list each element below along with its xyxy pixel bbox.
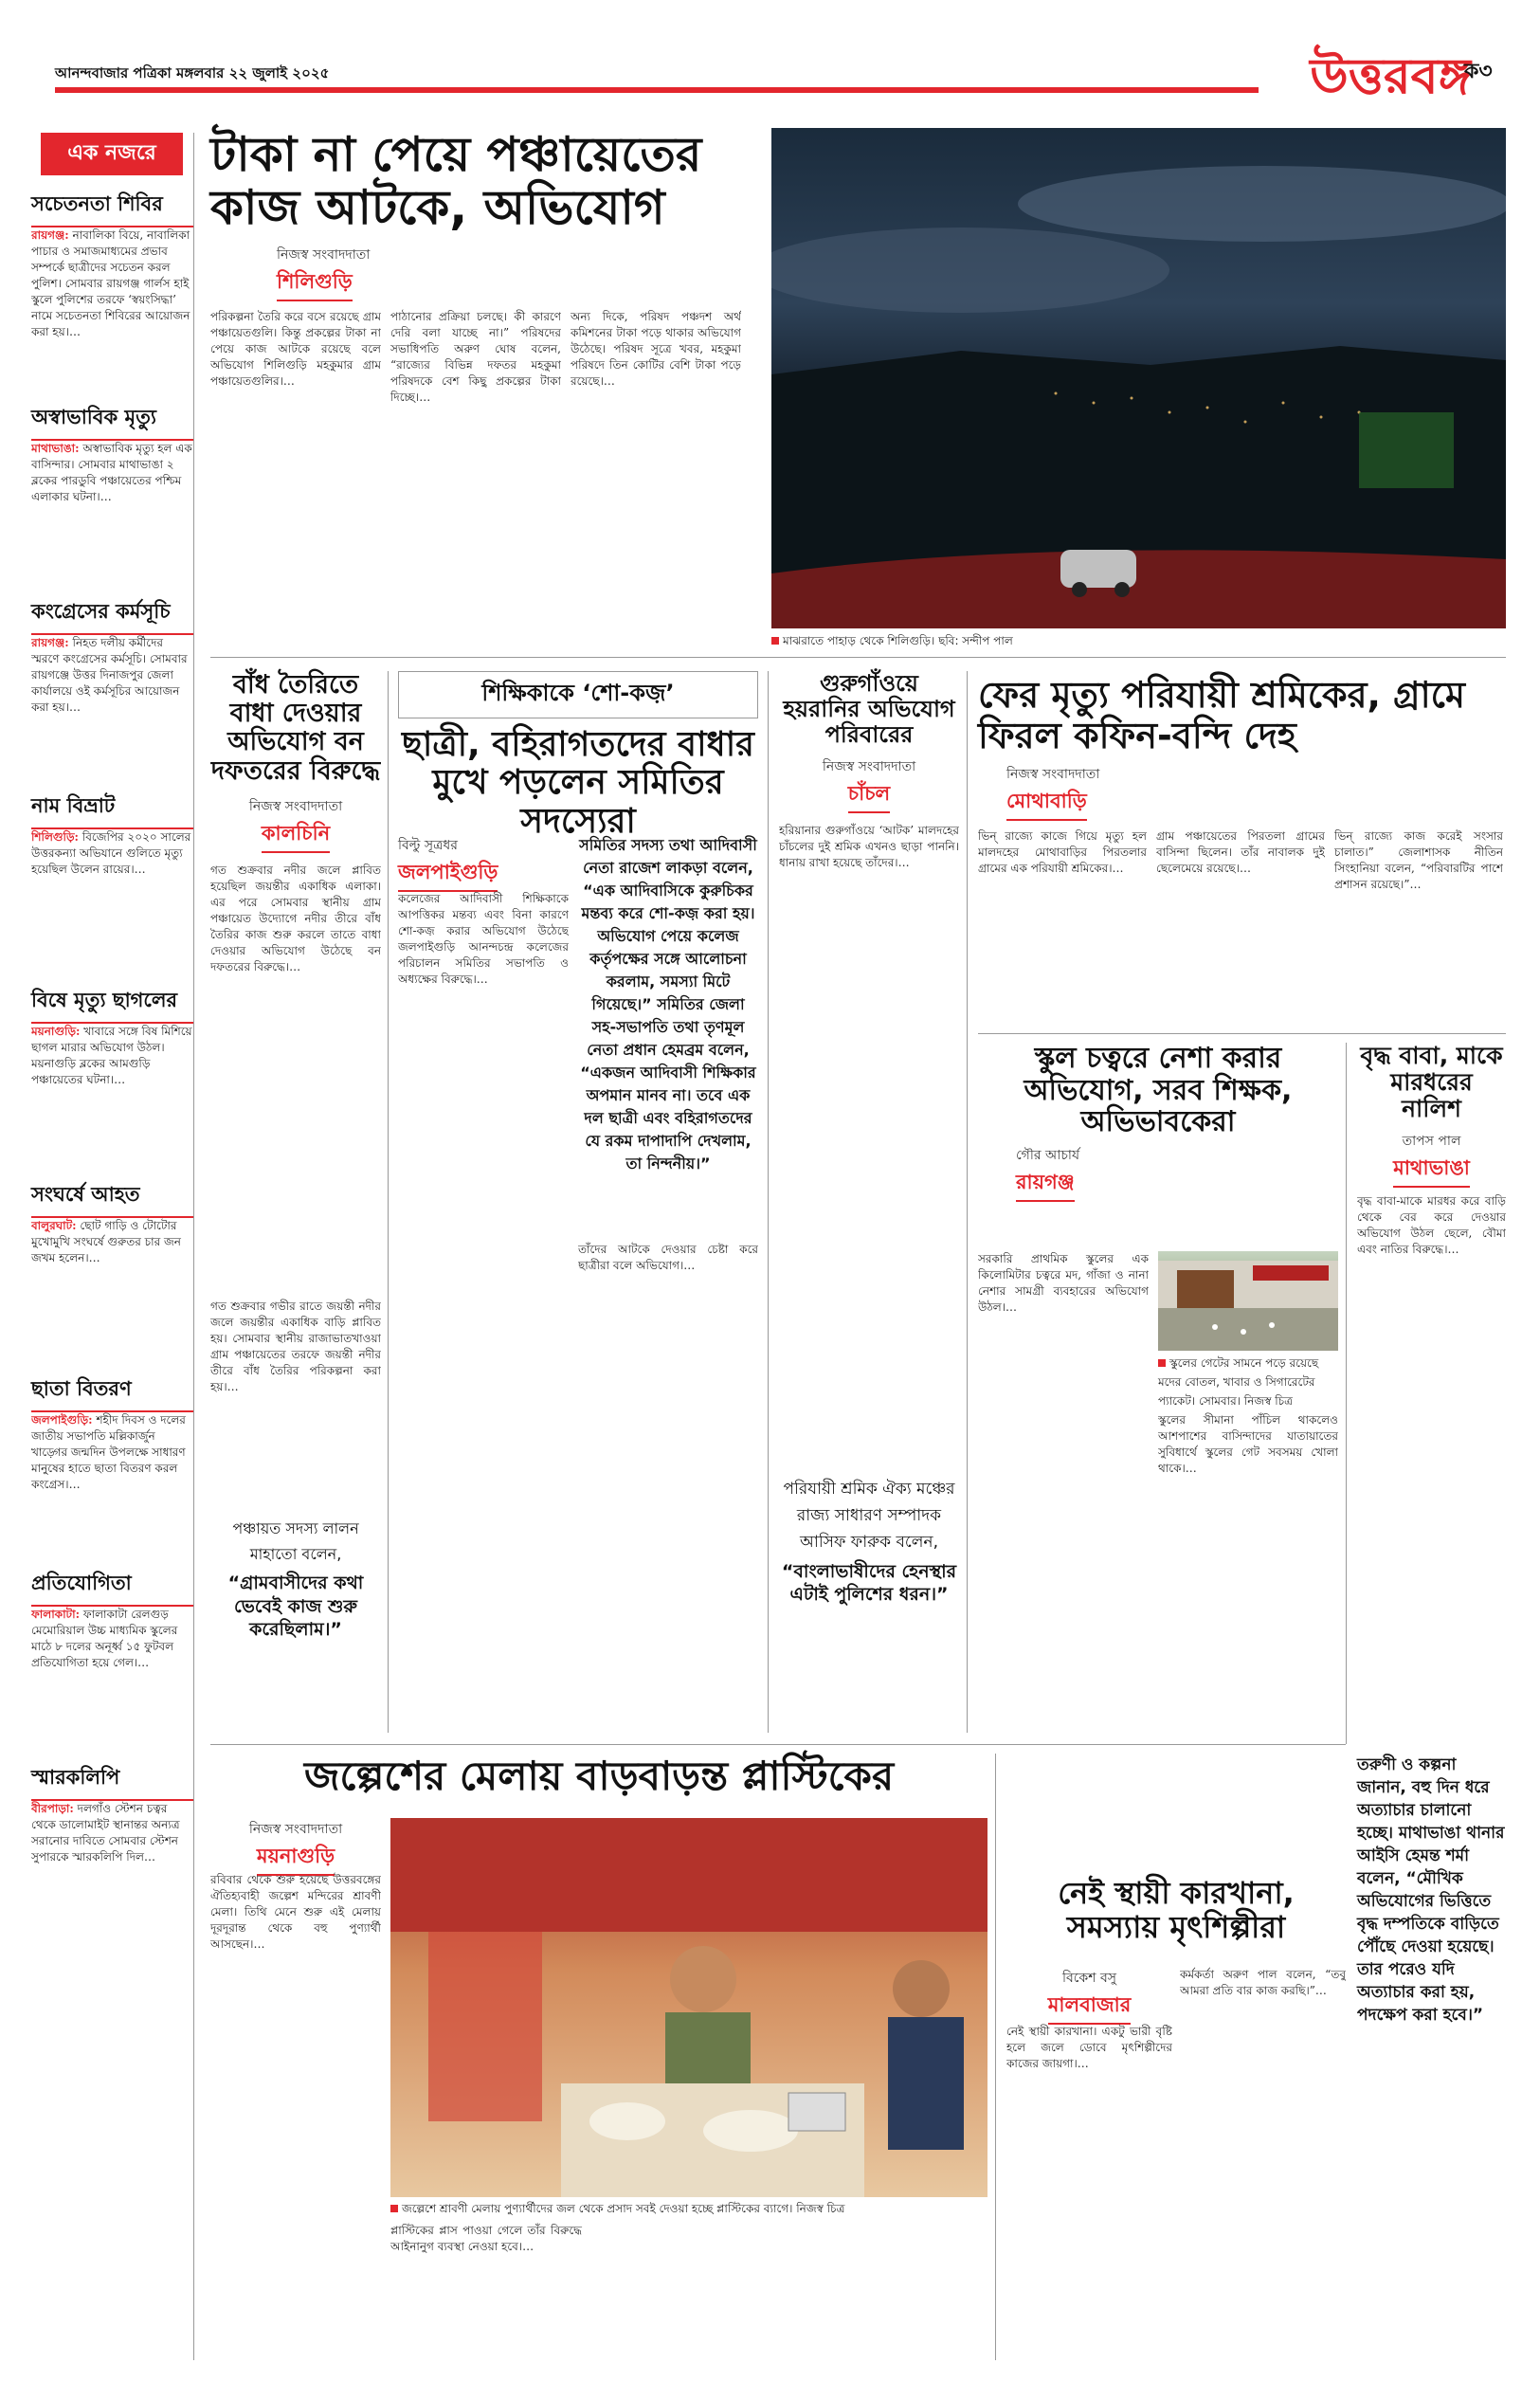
potter-col-1: নেই স্থায়ী কারখানা। একটু ভারী বৃষ্টি হলে জলে ডোবে মৃৎশিল্পীদের কাজের জায়গা।… [1006, 2025, 1172, 2070]
school-photo-caption [1158, 1355, 1338, 1412]
plastic-col-2: প্লাস্টিকের প্লাস পাওয়া গেলে তাঁর বিরুদ্ধে আইনানুগ ব্যবস্থা নেওয়া হবে।… [390, 2224, 582, 2253]
teacher-place: জলপাইগুড়ি [398, 857, 498, 892]
plastic-photo-caption-text: জল্পেশে শ্রাবণী মেলায় পুণ্যার্থীদের জল থেকে প্রসাদ সবই দেওয়া হচ্ছে প্লাস্টিকের ব্যাগে। নিজস্ব চিত্র [402, 2202, 845, 2215]
sidebar-item-text [31, 635, 193, 777]
school-col-2: স্কুলের সীমানা পাঁচিল থাকলেও আশপাশের বাসিন্দাদের যাতায়াতের সুবিধার্থে স্কুলের গেট সবসময় খোলা থাকে।… [1158, 1413, 1338, 1475]
sidebar-item-body: ফালাকাটা রেলগুড় মেমোরিয়াল উচ্চ মাধ্যমিক স্কুলের মাঠে ৮ দলের অনূর্ধ্ব ১৫ ফুটবল প্রতিযোগিতা হয়ে গেল।… [31, 1608, 178, 1669]
sidebar-item-body: খাবারে সঙ্গে বিষ মিশিয়ে ছাগল মারার অভিযোগ উঠল। ময়নাগুড়ি ব্লকের আমগুড়ি পঞ্চায়েতের ঘটনা।… [31, 1025, 192, 1086]
night-hill-photo [771, 128, 1506, 628]
dam-col-2: গত শুক্রবার গভীর রাতে জয়ন্তী নদীর জলে জয়ন্তীর একাধিক বাড়ি প্লাবিত হয়। সোমবার স্থানীয় রাজাভাতখাওয়া গ্রাম পঞ্চায়েতের তরফে জয়ন্তী নদীর তীরে বাঁধ তৈরির পরিকল্পনা করা হয়।… [210, 1300, 381, 1393]
teacher-pull-quote: সমিতির সদস্য তথা আদিবাসী নেতা রাজেশ লাকড়া বলেন, “এক আদিবাসিকে কুরুচিকর মন্তব্য করে শো-কজ় করা হয়। অভিযোগ পেয়ে কলেজ কর্তৃপক্ষের সঙ্গে আলোচনা করলাম, সমস্যা মিটে গিয়েছে।” সমিতির জেলা সহ-সভাপতি তথা তৃণমূল নেতা প্রধান হেমব্রম বলেন, “একজন আদিবাসী শিক্ষিকার অপমান মানব না। তবে এক দল ছাত্রী এবং বহিরাগতদের যে রকম দাপাদাপি দেখলাম, তা নিন্দনীয়।” [579, 836, 757, 1173]
sidebar-item-place: রায়গঞ্জ: [31, 228, 69, 242]
school-headline: স্কুল চত্বরে নেশা করার অভিযোগ, সরব শিক্ষক, অভিভাবকেরা [1024, 1042, 1293, 1139]
coffin-story [978, 675, 1506, 1037]
sidebar-item-place: ফালাকাটা: [31, 1608, 80, 1621]
gurgaon-byline: নিজস্ব সংবাদদাতা [822, 758, 916, 774]
potter-col-2: কর্মকর্তা অরুণ পাল বলেন, “তবু আমরা প্রতি বার কাজ করছি।”… [1180, 1968, 1346, 1997]
sidebar-item-place: ময়নাগুড়ি: [31, 1025, 81, 1038]
teacher-kicker: শিক্ষিকাকে ‘শো-কজ়’ [398, 671, 758, 718]
sidebar-item-place: জলপাইগুড়ি: [31, 1413, 93, 1427]
lead-col-3: অন্য দিকে, পরিষদ পঞ্চদশ অর্থ কমিশনের টাকা পড়ে থাকার অভিযোগ উঠেছে। পরিষদ সূত্রে খবর, মহকুমা পরিষদে তিন কোটির বেশি টাকা পড়ে রয়েছে।… [571, 310, 741, 388]
lead-place: শিলিগুড়ি [277, 266, 353, 301]
sidebar-item [31, 1562, 193, 1749]
sidebar-item-head: অস্বাভাবিক মৃত্যু [31, 396, 193, 441]
teacher-byline: বিল্টু সূত্রধর [398, 838, 458, 853]
lead-col-2: পাঠানোর প্রক্রিয়া চলছে। কী কারণে দেরি বলা যাচ্ছে না।” পরিষদের সভাধিপতি অরুণ ঘোষ বলেন, “রাজ্যের বিভিন্ন দফতর মহকুমা পরিষদকে বেশ কিছু প্রকল্পের টাকা দিচ্ছে।… [390, 310, 561, 404]
lead-headline: টাকা না পেয়ে পঞ্চায়েতের কাজ আটকে, অভিযোগ [210, 127, 702, 235]
fair-stall-photo [390, 1818, 987, 2197]
gurgaon-col-1: হরিয়ানার গুরুগাঁওয়ে ‘আটক’ মালদহের চাঁচলের দুই শ্রমিক এখনও ছাড়া পাননি। ধানায় রাখা হয়েছে তাঁদের।… [779, 823, 959, 869]
dam-col-1: গত শুক্রবার নদীর জলে প্লাবিত হয়েছিল জয়ন্তীর একাধিক এলাকা। এর পরে সোমবার স্থানীয় গ্রাম পঞ্চায়েত উদ্যোগে নদীর তীরে বাঁধ তৈরির কাজ শুরু করলে তাতে বাধা দেওয়ার অভিযোগ উঠেছে বন দফতরের বিরুদ্ধে।… [210, 864, 381, 973]
plastic-byline: নিজস্ব সংবাদদাতা [248, 1822, 343, 1837]
sidebar-items [31, 183, 193, 1943]
school-gate-photo [1158, 1251, 1338, 1351]
oldman-col-1: বৃদ্ধ বাবা-মাকে মারধর করে বাড়ি থেকে বের করে দেওয়ার অভিযোগ উঠল ছেলে, বৌমা এবং নাতির বিরুদ্ধে।… [1357, 1194, 1506, 1256]
sidebar-item [31, 1173, 193, 1360]
plastic-col-1: রবিবার থেকে শুরু হয়েছে উত্তরবঙ্গের ঐতিহ্যবাহী জল্পেশ মন্দিরের শ্রাবণী মেলা। তিথি মেনে শুরু এই মেলায় দূরদূরান্ত থেকে বহু পুণ্যার্থী আসছেন।… [210, 1873, 381, 1951]
lead-col-1: পরিকল্পনা তৈরি করে বসে রয়েছে গ্রাম পঞ্চায়েতগুলি। কিন্তু প্রকল্পের টাকা না পেয়ে কাজ আটকে রয়েছে বলে অভিযোগ শিলিগুড়ি মহকুমার গ্রাম পঞ্চায়েতগুলির।… [210, 310, 381, 388]
sidebar-item-text [31, 1218, 193, 1360]
oldman-headline: বৃদ্ধ বাবা, মাকে মারধরের নালিশ [1360, 1042, 1503, 1122]
sidebar-item-body: শহীদ দিবস ও দলের জাতীয় সভাপতি মল্লিকার্জুন খাড়্গের জন্মদিন উপলক্ষে সাধারণ মানুষের হাতে ছাতা বিতরণ করল কংগ্রেস।… [31, 1413, 186, 1491]
coffin-col-1: ভিন্ রাজ্যে কাজে গিয়ে মৃত্যু হল মালদহের মোথাবাড়ির পিরতলার গ্রামের এক পরিযায়ী শ্রমিকের।… [978, 829, 1147, 876]
sidebar-item-text [31, 441, 193, 583]
sidebar-item-head: সচেতনতা শিবির [31, 183, 193, 227]
sidebar-item-text [31, 227, 193, 389]
sidebar-tag: এক নজরে [41, 133, 183, 175]
plastic-photo-caption [390, 2201, 987, 2220]
sidebar-item-body: নাবালিকা বিয়ে, নাবালিকা পাচার ও সমাজমাধ্যমের প্রভাব সম্পর্কে ছাত্রীদের সচেতন করল পুলিশ। সোমবার রায়গঞ্জ গার্লস হাই স্কুলে পুলিশের তরফে ‘স্বয়ংসিদ্ধা’ নামে সচেতনতা শিবিরের আয়োজন করা হয়।… [31, 228, 190, 338]
teacher-story [398, 671, 758, 841]
oldman-story [1357, 1043, 1506, 1724]
gurgaon-place: চাঁচল [848, 778, 890, 813]
dam-quote-intro: পঞ্চায়ত সদস্য লালন মাহাতো বলেন, [232, 1519, 359, 1563]
coffin-col-3: ভিন্ রাজ্যে কাজ করেই সংসার চালাত।” জেলাশাসক নীতিন সিংহানিয়া বলেন, “পরিবারটির পাশে প্রশাসন রয়েছে।”… [1334, 829, 1503, 892]
school-byline: গৌর আচার্য [1016, 1147, 1080, 1163]
lead-story [210, 128, 741, 669]
teacher-col-2: তাঁদের আটকে দেওয়ার চেষ্টা করে ছাত্রীরা বলে অভিযোগ।… [578, 1243, 758, 1272]
sidebar-item-body: নিহত দলীয় কর্মীদের স্মরণে কংগ্রেসের কর্মসূচি। সোমবার রায়গঞ্জে উত্তর দিনাজপুর জেলা কার্যালয়ে ওই কর্মসূচির আয়োজন করা হয়।… [31, 636, 188, 714]
sidebar-item-place: রায়গঞ্জ: [31, 636, 69, 649]
school-col-1: সরকারি প্রাথমিক স্কুলের এক কিলোমিটার চত্বরে মদ, গাঁজা ও নানা নেশার সামগ্রী ব্যবহারের অভিযোগ উঠল।… [978, 1252, 1149, 1314]
gurgaon-story [779, 671, 959, 1607]
divider [1346, 1043, 1347, 1744]
lead-photo-caption [771, 633, 1013, 652]
masthead-paper-date: আনন্দবাজার পত্রিকা মঙ্গলবার ২২ জুলাই ২০২৫ [55, 64, 330, 82]
dam-headline: বাঁধ তৈরিতে বাধা দেওয়ার অভিযোগ বন দফতরের বিরুদ্ধে [210, 670, 381, 786]
oldman-place: মাথাভাঙা [1393, 1153, 1470, 1188]
school-place: রায়গঞ্জ [1016, 1167, 1075, 1202]
sidebar-item-head: ছাতা বিতরণ [31, 1368, 193, 1412]
teacher-headline: ছাত্রী, বহিরাগতদের বাধার মুখে পড়লেন সমিতির সদস্যেরা [402, 725, 754, 841]
sidebar-item-head: সংঘর্ষে আহত [31, 1173, 193, 1218]
dam-quote: “গ্রামবাসীদের কথা ভেবেই কাজ শুরু করেছিলাম।” [227, 1573, 364, 1641]
sidebar-item-place: মাথাভাঙা: [31, 442, 80, 455]
divider [768, 671, 769, 1733]
sidebar-item-place: বালুরঘাট: [31, 1219, 77, 1232]
sidebar-item-body: বিজেপির ২০২০ সালের উত্তরকন্যা অভিযানে গুলিতে মৃত্যু হয়েছিল উলেন রায়ের।… [31, 830, 191, 876]
divider [978, 1033, 1506, 1034]
sidebar-item-place: বীরপাড়া: [31, 1802, 74, 1815]
gurgaon-quote-intro: পরিযায়ী শ্রমিক ঐক্য মঞ্চের রাজ্য সাধারণ সম্পাদক আসিফ ফারুক বলেন, [783, 1479, 955, 1552]
section-title: উত্তরবঙ্গ [1310, 48, 1471, 105]
plastic-place: ময়নাগুড়ি [257, 1841, 335, 1876]
divider [995, 1754, 996, 2360]
sidebar-item [31, 183, 193, 389]
potter-byline: বিকেশ বসু [1062, 1971, 1116, 1986]
sidebar-item-text [31, 1801, 193, 1943]
sidebar-item-body: দলগাঁও স্টেশন চত্বর থেকে ডালোমাইট স্থানান্তর অন্যত্র সরানোর দাবিতে সোমবার স্টেশন সুপারকে স্মারকলিপি দিল… [31, 1802, 180, 1864]
lead-photo-caption-text: মাঝরাতে পাহাড় থেকে শিলিগুড়ি। ছবি: সন্দীপ পাল [783, 634, 1013, 647]
sidebar-item [31, 591, 193, 777]
lead-byline: নিজস্ব সংবাদদাতা [277, 247, 371, 263]
sidebar-item-text [31, 1024, 193, 1166]
sidebar-item-body: ছোট গাড়ি ও টোটোর মুখোমুখি সংঘর্ষে গুরুতর চার জন জখম হলেন।… [31, 1219, 181, 1264]
sidebar-at-a-glance [31, 133, 194, 2360]
masthead-rule [55, 87, 1259, 93]
divider [388, 671, 389, 1733]
sidebar-item-body: অস্বাভাবিক মৃত্যু হল এক বাসিন্দার। সোমবার মাথাভাঙা ২ ব্লকের পারডুবি পঞ্চায়েতের পশ্চিম এলাকার ঘটনা।… [31, 442, 192, 503]
divider [210, 657, 1506, 658]
divider [967, 671, 968, 1733]
plastic-story [210, 1754, 987, 1798]
potter-story [1006, 1877, 1346, 1945]
coffin-byline: নিজস্ব সংবাদদাতা [1006, 767, 1100, 783]
oldman-byline: তাপস পাল [1402, 1134, 1461, 1149]
coffin-col-2: গ্রাম পঞ্চায়েতের পিরতলা গ্রামের বাসিন্দা ছিলেন। তাঁর নাবালক দুই ছেলেমেয়ে রয়েছে।… [1156, 829, 1325, 876]
sidebar-item-head: প্রতিযোগিতা [31, 1562, 193, 1607]
dam-byline: নিজস্ব সংবাদদাতা [248, 798, 343, 814]
school-story [978, 1043, 1338, 1202]
caption-marker [771, 637, 779, 645]
potter-place: মালবাজার [1048, 1990, 1132, 2025]
caption-marker [1158, 1359, 1166, 1367]
sidebar-item [31, 785, 193, 972]
sidebar-item-place: শিলিগুড়ি: [31, 830, 79, 844]
sidebar-item-head: কংগ্রেসের কর্মসূচি [31, 591, 193, 635]
sidebar-item [31, 979, 193, 1166]
coffin-place: মোথাবাড়ি [1006, 786, 1087, 821]
sidebar-item-head: বিষে মৃত্যু ছাগলের [31, 979, 193, 1024]
plastic-headline: জল্পেশের মেলায় বাড়বাড়ন্ত প্লাস্টিকের [303, 1753, 895, 1799]
sidebar-item-text [31, 829, 193, 972]
school-photo-caption-text: স্কুলের গেটের সামনে পড়ে রয়েছে মদের বোতল, খাবার ও সিগারেটের প্যাকেট। সোমবার। নিজস্ব চিত্র [1158, 1356, 1319, 1408]
dam-story [210, 671, 381, 853]
sidebar-item [31, 1368, 193, 1555]
sidebar-item-head: নাম বিভ্রাট [31, 785, 193, 829]
potter-headline: নেই স্থায়ী কারখানা, সমস্যায় মৃৎশিল্পীরা [1058, 1875, 1295, 1945]
sidebar-item [31, 1756, 193, 1943]
sidebar-item [31, 396, 193, 583]
dam-place: কালচিনি [262, 818, 330, 853]
gurgaon-quote: “বাংলাভাষীদের হেনস্থার এটাই পুলিশের ধরন।” [781, 1560, 957, 1606]
sidebar-item-head: স্মারকলিপি [31, 1756, 193, 1801]
page-number: ক৩ [1464, 60, 1493, 83]
sidebar-item-text [31, 1412, 193, 1555]
sidebar-item-text [31, 1607, 193, 1749]
coffin-headline: ফের মৃত্যু পরিযায়ী শ্রমিকের, গ্রামে ফিরল কফিন-বন্দি দেহ [978, 674, 1466, 756]
oldman-pull-quote: তরুণী ও কল্পনা জানান, বহু দিন ধরে অত্যাচার চালানো হচ্ছে। মাথাভাঙা থানার আইসি হেমন্ত শর্মা বলেন, “মৌখিক অভিযোগের ভিত্তিতে বৃদ্ধ দম্পতিকে বাড়িতে পৌঁছে দেওয়া হয়েছে। তার পরেও যদি অত্যাচার করা হয়, পদক্ষেপ করা হবে।” [1357, 1755, 1505, 2025]
gurgaon-headline: গুরুগাঁওয়ে হয়রানির অভিযোগ পরিবারের [783, 670, 955, 748]
caption-marker [390, 2205, 398, 2212]
divider [210, 1744, 1346, 1745]
teacher-col-1: কলেজের আদিবাসী শিক্ষিকাকে আপত্তিকর মন্তব্য এবং বিনা কারণে শো-কজ় করার অভিযোগ উঠেছে জলপাইগুড়ি আনন্দচন্দ্র কলেজের পরিচালন সমিতির সভাপতি ও অধ্যক্ষের বিরুদ্ধে।… [398, 892, 569, 986]
